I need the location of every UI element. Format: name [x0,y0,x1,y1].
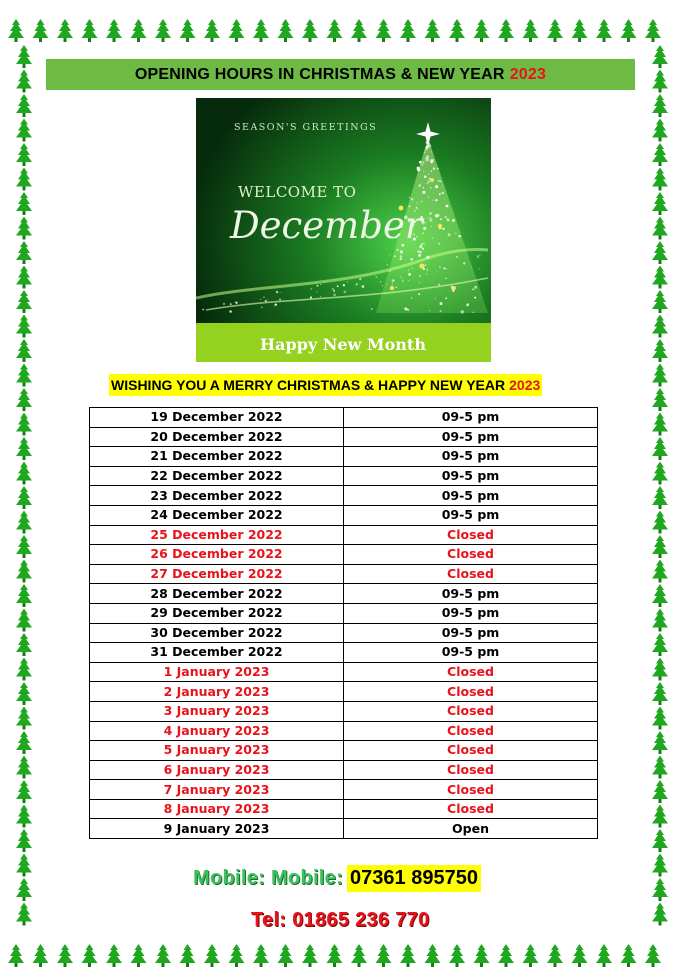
tree-icon [106,944,122,967]
table-row [90,701,598,721]
table-row [90,643,598,663]
tree-icon [82,19,98,42]
hours-cell: Closed [344,741,598,761]
date-cell: 7 January 2023 [90,780,344,800]
table-row [90,760,598,780]
date-cell: 27 December 2022 [90,564,344,584]
hours-cell: 09-5 pm [344,584,598,604]
tree-icon [16,511,32,534]
tree-icon [16,854,32,877]
hours-cell: 09-5 pm [344,447,598,467]
tree-icon [652,854,668,877]
tree-icon [16,70,32,93]
tree-icon [449,19,465,42]
card-month-text: December [230,204,423,247]
tree-icon [180,944,196,967]
tree-icon [16,168,32,191]
date-cell: 3 January 2023 [90,701,344,721]
tree-icon [33,944,49,967]
date-cell: 9 January 2023 [90,819,344,839]
wish-year: 2023 [509,377,541,393]
hours-cell: Closed [344,721,598,741]
hours-cell: Closed [344,525,598,545]
date-cell: 21 December 2022 [90,447,344,467]
page-title-year: 2023 [509,65,547,83]
tree-icon [33,19,49,42]
hours-cell: 09-5 pm [344,408,598,428]
tree-icon [16,609,32,632]
date-cell: 28 December 2022 [90,584,344,604]
tree-icon [16,94,32,117]
tree-icon [523,19,539,42]
tree-icon [8,19,24,42]
tree-icon [572,19,588,42]
tree-icon [351,944,367,967]
tree-icon [16,780,32,803]
tree-icon [278,944,294,967]
tree-icon [596,19,612,42]
hours-cell: Closed [344,545,598,565]
table-row [90,603,598,623]
tree-icon [652,217,668,240]
tree-icon [327,944,343,967]
hours-cell: 09-5 pm [344,643,598,663]
tree-icon [652,462,668,485]
tree-icon [652,94,668,117]
tree-icon [106,19,122,42]
table-row [90,564,598,584]
page-title-text: OPENING HOURS IN CHRISTMAS & NEW YEAR [134,65,505,83]
tree-icon [82,944,98,967]
tree-icon [652,731,668,754]
date-cell: 22 December 2022 [90,466,344,486]
tree-icon [302,19,318,42]
tree-icon [16,682,32,705]
tree-icon [16,266,32,289]
tree-icon [572,944,588,967]
table-row [90,584,598,604]
tree-icon [131,19,147,42]
tree-icon [652,560,668,583]
tree-icon [652,682,668,705]
tree-icon [652,511,668,534]
tree-icon [327,19,343,42]
date-cell: 19 December 2022 [90,408,344,428]
tree-icon [652,143,668,166]
tree-icon [229,944,245,967]
hours-cell: Closed [344,701,598,721]
hours-cell: 09-5 pm [344,466,598,486]
tree-icon [302,944,318,967]
date-cell: 4 January 2023 [90,721,344,741]
table-row [90,662,598,682]
table-row [90,466,598,486]
tree-icon [204,19,220,42]
tree-icon [400,19,416,42]
hours-cell: Closed [344,780,598,800]
tree-icon [498,19,514,42]
table-row [90,545,598,565]
table-row [90,486,598,506]
table-row [90,741,598,761]
table-row [90,799,598,819]
tree-icon [652,805,668,828]
date-cell: 24 December 2022 [90,505,344,525]
tree-icon [652,339,668,362]
tree-icon [498,944,514,967]
tree-icon [16,192,32,215]
tree-icon [425,19,441,42]
tree-icon [16,315,32,338]
tree-icon [376,944,392,967]
tree-icon [652,633,668,656]
table-row [90,721,598,741]
tree-icon [8,944,24,967]
mobile-contact [193,865,481,892]
tree-icon [652,780,668,803]
date-cell: 8 January 2023 [90,799,344,819]
tree-icon [16,878,32,901]
tree-icon [16,756,32,779]
page-title [46,59,635,90]
tree-icon [596,944,612,967]
tree-icon [16,339,32,362]
table-row [90,623,598,643]
table-row [90,447,598,467]
telephone-contact: Tel: 01865 236 770 [251,909,430,931]
tree-icon [652,756,668,779]
hours-cell: 09-5 pm [344,427,598,447]
tree-icon [57,944,73,967]
tree-icon [16,413,32,436]
tree-icon [16,829,32,852]
wish-banner [109,374,542,396]
date-cell: 1 January 2023 [90,662,344,682]
tree-icon [547,19,563,42]
tree-icon [155,19,171,42]
tree-icon [16,486,32,509]
hours-cell: 09-5 pm [344,603,598,623]
tree-icon [16,388,32,411]
tree-icon [180,19,196,42]
hours-cell: Closed [344,760,598,780]
tree-icon [652,903,668,926]
tree-icon [425,944,441,967]
date-cell: 23 December 2022 [90,486,344,506]
tree-icon [253,19,269,42]
hours-cell: Closed [344,662,598,682]
tree-icon [652,168,668,191]
tree-icon [652,266,668,289]
tree-icon [621,19,637,42]
tree-icon [621,944,637,967]
tree-icon [278,19,294,42]
opening-hours-table [89,407,598,839]
date-cell: 31 December 2022 [90,643,344,663]
tree-icon [16,217,32,240]
mobile-number: 07361 895750 [347,865,481,892]
tree-icon [16,731,32,754]
tree-icon [155,944,171,967]
tree-icon [16,805,32,828]
tree-icon [652,364,668,387]
tree-icon [652,413,668,436]
tree-icon [652,192,668,215]
table-row [90,525,598,545]
date-cell: 5 January 2023 [90,741,344,761]
table-row [90,780,598,800]
tree-icon [351,19,367,42]
table-row [90,505,598,525]
hours-cell: Closed [344,682,598,702]
tree-icon [652,658,668,681]
tree-icon [652,584,668,607]
card-seasons-greetings: SEASON'S GREETINGS [234,122,378,133]
tree-icon [16,364,32,387]
tree-icon [652,609,668,632]
tree-icon [474,19,490,42]
tree-icon [16,45,32,68]
hours-cell: 09-5 pm [344,505,598,525]
tree-icon [204,944,220,967]
tree-icon [652,315,668,338]
tree-icon [16,290,32,313]
wish-text: WISHING YOU A MERRY CHRISTMAS & HAPPY NEW YEAR [111,377,506,393]
tree-icon [16,658,32,681]
date-cell: 6 January 2023 [90,760,344,780]
tree-icon [474,944,490,967]
hours-cell: Open [344,819,598,839]
tree-icon [652,45,668,68]
tree-icon [16,535,32,558]
tree-icon [376,19,392,42]
tree-icon [16,584,32,607]
hours-cell: Closed [344,564,598,584]
tree-icon [229,19,245,42]
tree-icon [57,19,73,42]
tree-icon [645,19,661,42]
tree-icon [652,878,668,901]
tree-icon [652,290,668,313]
tree-icon [645,944,661,967]
tree-icon [652,241,668,264]
tree-icon [652,486,668,509]
tree-icon [547,944,563,967]
tree-icon [400,944,416,967]
date-cell: 26 December 2022 [90,545,344,565]
mobile-label: Mobile: Mobile: [193,867,344,889]
table-row [90,819,598,839]
tree-icon [16,119,32,142]
tree-icon [652,707,668,730]
tree-icon [523,944,539,967]
table-row [90,408,598,428]
tree-icon [16,437,32,460]
tree-icon [16,633,32,656]
table-row [90,682,598,702]
tree-icon [652,437,668,460]
tree-icon [449,944,465,967]
tree-icon [16,707,32,730]
tree-icon [16,241,32,264]
date-cell: 30 December 2022 [90,623,344,643]
tree-icon [16,560,32,583]
greeting-card-image [196,98,491,362]
tree-icon [16,143,32,166]
tree-icon [652,70,668,93]
hours-cell: Closed [344,799,598,819]
date-cell: 25 December 2022 [90,525,344,545]
date-cell: 2 January 2023 [90,682,344,702]
card-welcome-text: WELCOME TO [238,183,357,201]
tree-icon [16,903,32,926]
hours-cell: 09-5 pm [344,486,598,506]
tree-icon [652,388,668,411]
tree-icon [652,829,668,852]
card-footer-text: Happy New Month [260,335,426,354]
tree-icon [131,944,147,967]
date-cell: 20 December 2022 [90,427,344,447]
hours-cell: 09-5 pm [344,623,598,643]
date-cell: 29 December 2022 [90,603,344,623]
tree-icon [16,462,32,485]
table-row [90,427,598,447]
tree-icon [652,535,668,558]
tree-icon [253,944,269,967]
tree-icon [652,119,668,142]
